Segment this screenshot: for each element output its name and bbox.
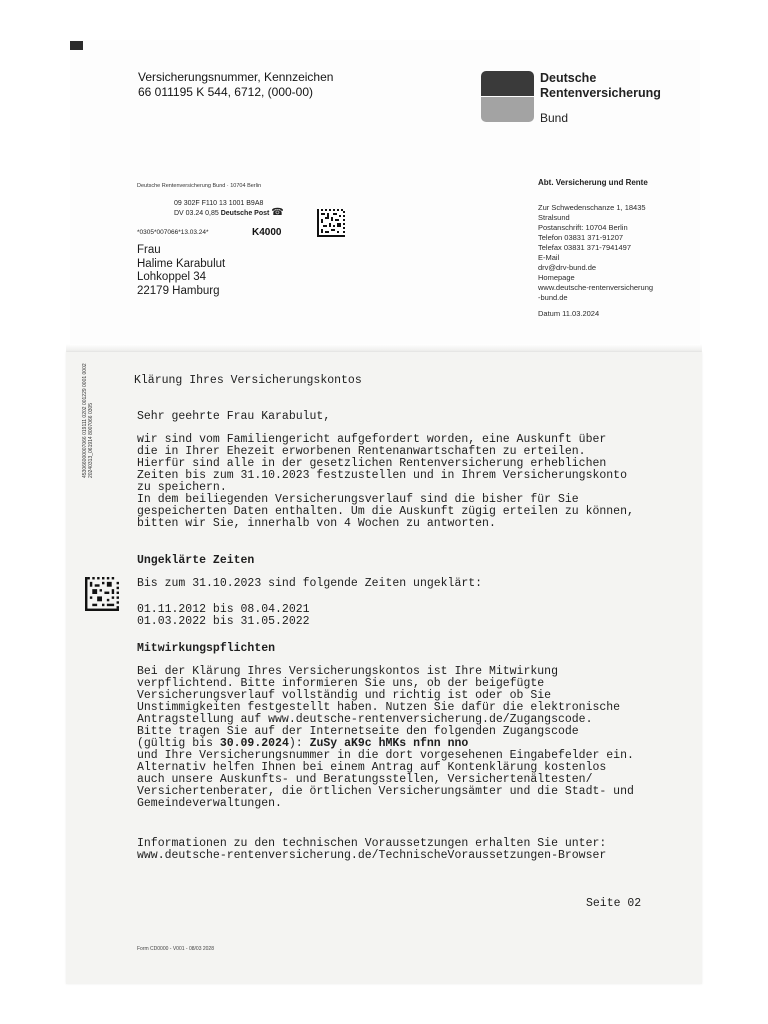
insurance-number-value: 66 011195 K 544, 6712, (000-00) [138, 85, 314, 99]
logo-wordmark: Deutsche Rentenversicherung [540, 71, 661, 100]
insurance-number-label: Versicherungsnummer, Kennzeichen [138, 70, 334, 84]
unclear-periods-intro: Bis zum 31.10.2023 sind folgende Zeiten ungeklärt: [137, 577, 483, 590]
contact-line: Telefon 03831 371-91207 [538, 233, 624, 242]
contact-line: Zur Schwedenschanze 1, 18435 [538, 203, 646, 212]
intro-paragraph: wir sind vom Familiengericht aufgefordert worden, eine Auskunft über die in Ihrer Ehezeit erworbenen Rentenanwartschaften zu erteilen. Hierfür sind alle in der gesetzlichen Rentenversicherung erheblichen Zeiten bis zum 31.10.2023 festzustellen und in Ihrem Versicherungskonto zu speichern. In dem beiliegenden Versicherungsverlauf sind die bisher für Sie gespeicherten Daten enthalten. Um die Auskunft zügig erteilen zu können, bitten wir Sie, innerhalb von 4 Wochen zu antworten. [137, 433, 634, 530]
fold-marker [70, 41, 83, 50]
drv-logo-icon [481, 71, 534, 122]
logo-subline: Bund [540, 111, 569, 125]
obligations-paragraph: Bei der Klärung Ihres Versicherungskontos ist Ihre Mitwirkung verpflichtend. Bitte informieren Sie uns, ob der beigefügte Versicherungsverlauf vollständig und richtig ist oder ob Sie Unstimmigkeiten festgestellt haben. Nutzen Sie dafür die elektronische Antragstellung auf www.deutsche-rentenversicherung.de/Zugangscode. Bitte tragen Sie auf der Internetseite den folgenden Zugangscode (gültig bis 30.09.2024): ZuSy aK9c hMKs nfnn nno und Ihre Versicherungsnummer in die dort vorgesehenen Eingabefelder ein. Alternativ helfen Ihnen bei einem Antrag auf Kontenklärung kostenlos auch unsere Auskunfts- und Beratungsstellen, Versichertenältesten/ Versichertenberater, die örtlichen Versicherungsämter und die Stadt- und Gemeindeverwaltungen. [137, 665, 634, 810]
contact-line: -bund.de [538, 293, 568, 302]
post-horn-icon: ☎ [271, 207, 284, 218]
datamatrix-code-icon [317, 209, 345, 237]
page-number: Seite 02 [586, 897, 642, 910]
salutation: Sehr geehrte Frau Karabulut, [137, 410, 331, 423]
recipient-street: Lohkoppel 34 [137, 271, 207, 283]
k-code: K4000 [252, 227, 282, 238]
contact-line: Stralsund [538, 213, 570, 222]
technical-requirements-paragraph: Informationen zu den technischen Voraussetzungen erhalten Sie unter: www.deutsche-rentenversicherung.de/TechnischeVoraussetzungen-Browser [137, 837, 607, 862]
recipient-address [137, 244, 225, 298]
contact-line: E-Mail [538, 253, 560, 262]
contact-line: drv@drv-bund.de [538, 263, 597, 272]
franking-code: *0305*007066*13.03.24* [137, 229, 209, 236]
contact-line: Telefax 03831 371-7941497 [538, 243, 631, 252]
postage-imprint: 09 302F F110 13 1001 B9A8 DV 03.24 0,85 Deutsche Post ☎ [174, 200, 284, 218]
letter-date: Datum 11.03.2024 [538, 309, 600, 318]
valid-until-date: 30.09.2024 [219, 737, 289, 750]
section-heading-obligations: Mitwirkungspflichten [137, 642, 276, 655]
section-heading-unclear-periods: Ungeklärte Zeiten [137, 554, 255, 567]
form-identifier: Form CD0000 - V001 - 08/03 2028 [137, 946, 214, 952]
return-address-line: Deutsche Rentenversicherung Bund · 10704 Berlin [137, 183, 262, 189]
margin-datamatrix-icon [85, 577, 119, 611]
contact-block [538, 203, 653, 303]
recipient-title: Frau [137, 244, 161, 256]
contact-line: Homepage [538, 273, 575, 282]
recipient-city: 22179 Hamburg [137, 284, 220, 297]
side-margin-code: 453066000007066 019111 0202 001229 0001 0002 20240313_061914 8007066 0305 [82, 363, 94, 478]
insurance-number-block [138, 70, 333, 100]
department-name: Abt. Versicherung und Rente [538, 178, 648, 187]
letter-subject: Klärung Ihres Versicherungskontos [134, 374, 362, 387]
contact-line: Postanschrift: 10704 Berlin [538, 223, 628, 232]
contact-line: www.deutsche-rentenversicherung [538, 283, 654, 292]
unclear-periods-list: 01.11.2012 bis 08.04.2021 01.03.2022 bis 31.05.2022 [137, 603, 310, 628]
access-code: ZuSy aK9c hMKs nfnn nno [309, 737, 469, 750]
recipient-name: Halime Karabulut [137, 257, 226, 270]
